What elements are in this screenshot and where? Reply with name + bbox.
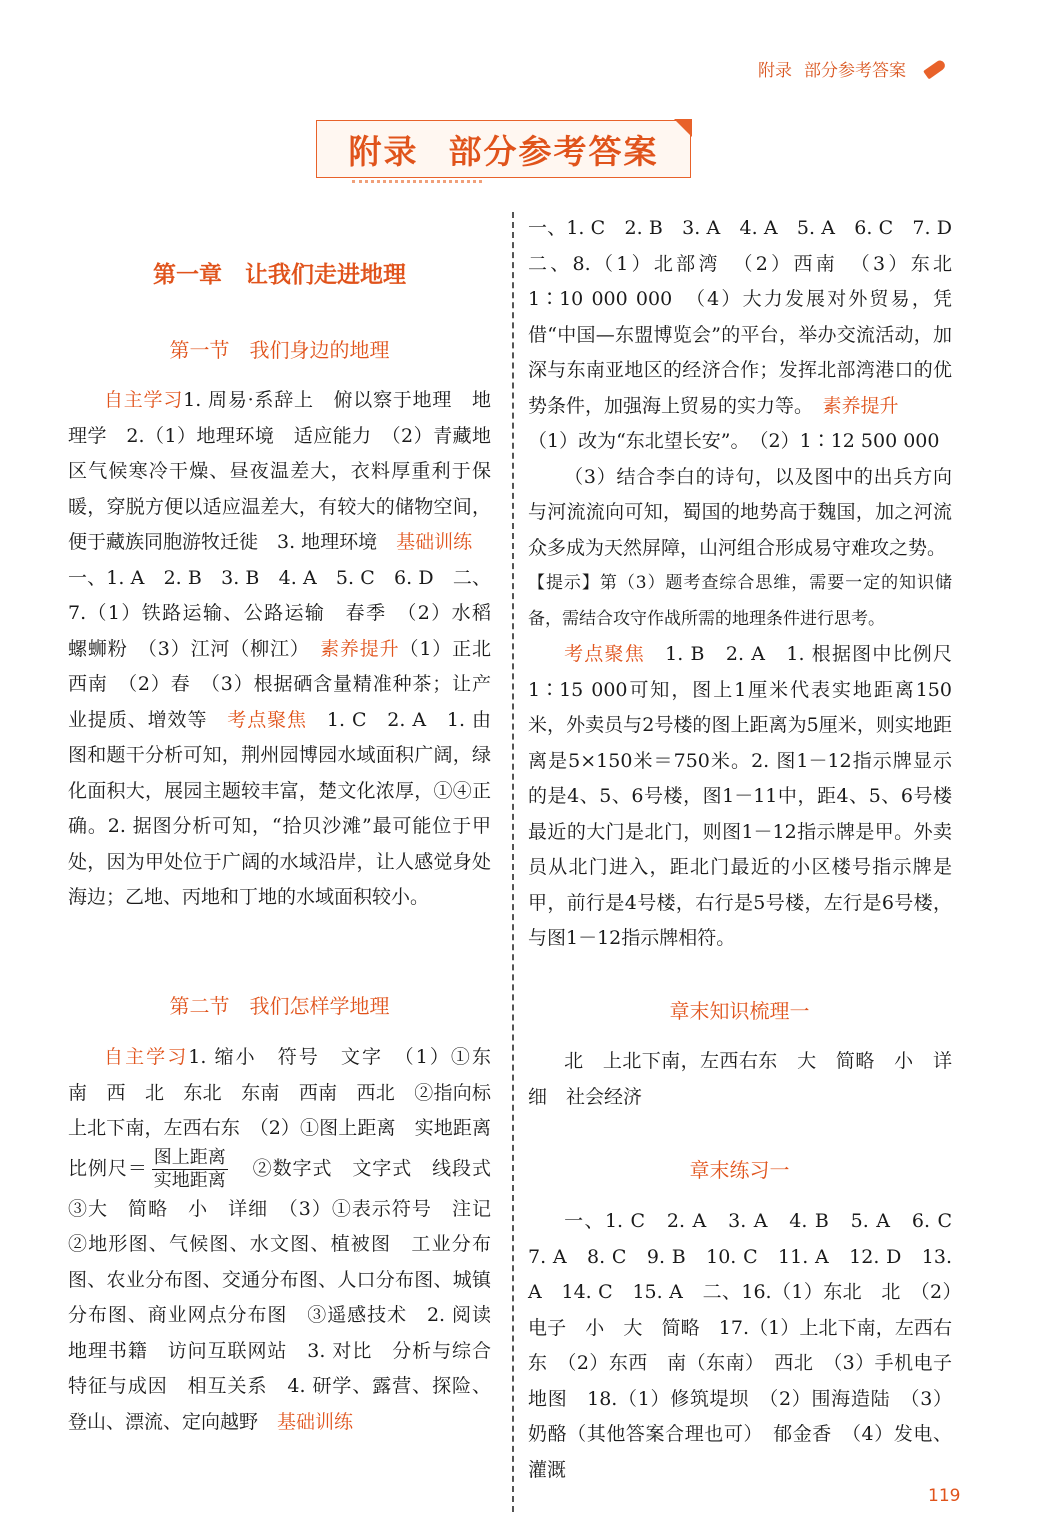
header-answers: 部分参考答案 — [804, 61, 906, 81]
title-corner-decoration — [674, 119, 692, 137]
page-number: 119 — [928, 1486, 961, 1506]
title-answers: 部分参考答案 — [448, 131, 659, 171]
fraction-numerator: 图上距离 — [153, 1146, 226, 1168]
page-title — [316, 120, 691, 178]
tag-basic-training: 基础训练 — [396, 531, 473, 553]
running-header — [758, 56, 946, 81]
section1-heading: 第一节 我们身边的地理 — [169, 338, 390, 362]
right-p3: （3）结合李白的诗句，以及图中的出兵方向与河流流向可知，蜀国的地势高于魏国，加之河流众多成为天然屏障，山河组合形成易守难攻之势。 — [528, 465, 952, 559]
tag-basic-training: 基础训练 — [277, 1410, 354, 1433]
scale-fraction — [152, 1147, 228, 1192]
section1-body — [68, 383, 511, 916]
practice-text: 一、1. C 2. A 3. A 4. B 5. A 6. C 7. A 8. C 9. B 10. C 11. A 12. D 13. A 14. C 15. A 二、16.（1）东北 北 （2）电子 小 大 简略 17.（1）上北下南，左西右东 （2）东西 南（东南） 西北 （3）手机电子地图 18.（1）修筑堤坝 （2）围海造陆 （3）奶酪（其他答案合理也可） 郁金香 （4）发电、灌溉 — [528, 1210, 972, 1481]
section2-heading: 第二节 我们怎样学地理 — [169, 994, 390, 1018]
summary-heading: 章末知识梳理一 — [669, 999, 810, 1023]
tag-self-study: 自主学习 — [104, 389, 184, 411]
right-p1: 一、1. C 2. B 3. A 4. A 5. A 6. C 7. D 二、8.（1）北部湾 （2）西南 （3）东北 1∶10 000 000 （4）大力发展对外贸易，凭借“中国—东盟博览会”的平台，举办交流活动，加深与东南亚地区的经济合作；发挥北部湾港口的优势条件，加强海上贸易的实力等。 — [528, 217, 972, 417]
section1-p4: 1. C 2. A 1. 由图和题干分析可知，荆州园博园水域面积广阔，绿化面积大，展园主题较丰富，楚文化浓厚，①④正确。2. 据图分析可知，“拾贝沙滩”最可能位于甲处，因为甲处位于广阔的水域沿岸，让人感觉身处海边；乙地、丙地和丁地的水域面积较小。 — [68, 708, 491, 908]
section2-body — [68, 1040, 511, 1440]
tag-literacy: 素养提升 — [320, 637, 400, 660]
right-answers-block — [528, 211, 972, 957]
fraction-denominator: 实地距离 — [153, 1169, 226, 1191]
tag-exam-focus: 考点聚焦 — [227, 708, 307, 731]
section1-p3: （1）正北 西南 （2）春 （3）根据硒含量精准种茶；让产业提质、增效等 — [68, 637, 511, 731]
right-p4: 1. B 2. A 1. 根据图中比例尺1∶15 000可知，图上1厘米代表实地距离150米，外卖员与2号楼的图上距离为5厘米，则实地距离是5×150米＝750米。2. 图1－12指示牌显示的是4、5、6号楼，图1－11中，距4、5、6号楼最近的大门是北门，则图1－12指示牌是甲。外卖员从北门进入，距北门最近的小区楼号指示牌是甲，前行是4号楼，右行是5号楼，左行是6号楼，与图1－12指示牌相符。 — [528, 643, 952, 949]
title-dots-decoration — [352, 180, 482, 187]
tag-self-study: 自主学习 — [104, 1046, 189, 1068]
section2-p2: ②数字式 文字式 线段式 ③大 简略 小 详细 （3）①表示符号 注记 ②地形图、气候图、水文图、植被图 工业分布图、农业分布图、交通分布图、人口分布图、城镇分布图、商业网点分布图 ③遥感技术 2. 阅读地理书籍 访问互联网站 3. 对比 分析与综合 特征与成因 相互关系 4. 研学、露营、探险、登山、漂流、定向越野 — [68, 1157, 511, 1433]
tag-literacy: 素养提升 — [822, 394, 899, 417]
summary-text: 北 上北下南，左西右东 大 简略 小 详细 社会经济 — [528, 1050, 952, 1108]
right-p2: （1）改为“东北望长安”。 （2）1∶12 500 000 — [528, 430, 940, 452]
watermark-logo — [870, 1470, 1030, 1530]
column-divider — [512, 212, 514, 1512]
chapter-heading: 第一章 让我们走进地理 — [153, 262, 406, 288]
pencil-icon — [923, 58, 947, 79]
practice-heading: 章末练习一 — [689, 1158, 790, 1182]
title-appendix: 附录 — [348, 131, 419, 171]
section1-p1: 1. 周易·系辞上 俯以察于地理 地理学 2.（1）地理环境 适应能力 （2）青藏地区气候寒冷干燥、昼夜温差大，衣料厚重利于保暖，穿脱方便以适应温差大，有较大的储物空间，便于藏族同胞游牧迁徙 3. 地理环境 — [68, 389, 491, 553]
section1-p2: 一、1. A 2. B 3. B 4. A 5. C 6. D 二、7.（1）铁路运输、公路运输 春季 （2）水稻 螺蛳粉 （3）江河（柳江） — [68, 531, 511, 660]
tag-exam-focus: 考点聚焦 — [564, 643, 645, 665]
section2-p1: 1. 缩小 符号 文字 （1）①东 南 西 北 东北 东南 西南 西北 ②指向标 上北下南，左西右东 （2）①图上距离 实地距离 比例尺＝ — [68, 1046, 511, 1179]
tip-note: 【提示】第（3）题考查综合思维，需要一定的知识储备，需结合攻守作战所需的地理条件进行思考。 — [528, 573, 952, 629]
header-appendix: 附录 — [758, 61, 792, 81]
